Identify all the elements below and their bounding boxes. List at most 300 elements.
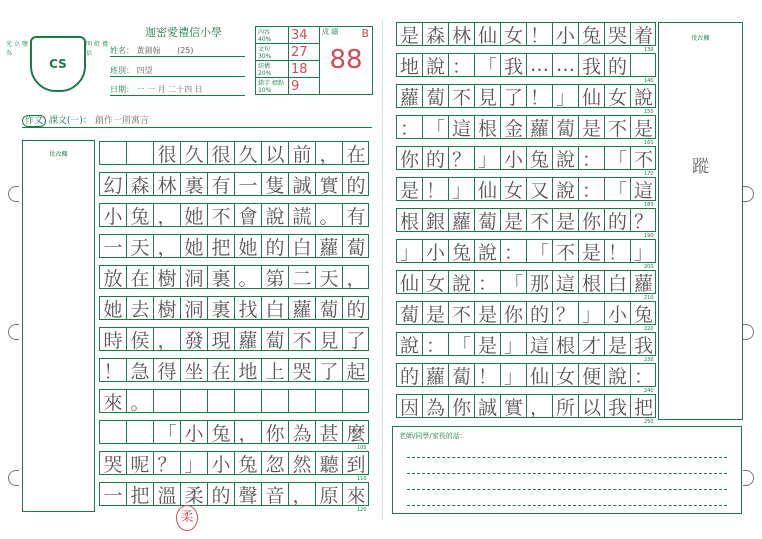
grade-mark: B <box>361 27 369 40</box>
grid-cell: 甚 <box>315 420 342 444</box>
grid-cell: 說 <box>396 332 422 356</box>
grid-cell: 我 <box>604 394 630 418</box>
school-motto-left: 光 立 鹽 為 <box>6 41 28 57</box>
grid-cell: 的 <box>342 296 369 320</box>
grid-cell: 有 <box>342 203 369 227</box>
grid-cell: 會 <box>234 203 261 227</box>
grid-cell: 現 <box>207 327 234 351</box>
grid-cell: ？ <box>448 146 474 170</box>
grid-cell: ， <box>153 203 180 227</box>
grid-cell: 不 <box>630 146 656 170</box>
grid-cell: 兔 <box>578 22 604 46</box>
row-count: 210 <box>644 295 654 301</box>
grid-cell: 溫 <box>153 482 180 506</box>
grid-cell: 麼 <box>342 420 369 444</box>
grid-cell: 小 <box>552 22 578 46</box>
grid-cell: 樹 <box>153 265 180 289</box>
row-count: 110 <box>357 476 367 482</box>
grid-cell: 說 <box>474 239 500 263</box>
grid-cell: 」 <box>474 146 500 170</box>
grid-cell: 裏 <box>207 296 234 320</box>
date-value: 一 一 月 二十四 日 <box>136 85 203 94</box>
grid-cell: 說 <box>422 53 448 77</box>
grid-cell: 仙 <box>396 270 422 294</box>
grid-cell: 是 <box>474 332 500 356</box>
grid-cell: 蔔 <box>261 327 288 351</box>
grid-cell: 天 <box>126 234 153 258</box>
row-count: 170 <box>644 171 654 177</box>
grid-cell: 因 <box>396 394 422 418</box>
grid-cell: ！ <box>99 358 126 382</box>
grid-cell: 上 <box>261 358 288 382</box>
grid-cell <box>126 420 153 444</box>
grid-cell <box>315 389 342 413</box>
row-count: 130 <box>644 47 654 53</box>
grid-cell: 白 <box>604 270 630 294</box>
grid-cell: 林 <box>153 172 180 196</box>
grid-cell: 白 <box>288 234 315 258</box>
grid-cell: 仙 <box>526 363 552 387</box>
grid-cell: 一 <box>234 172 261 196</box>
assignment-type: 作文 <box>22 115 46 127</box>
grid-cell: 「 <box>422 115 448 139</box>
grid-cell: 這 <box>630 177 656 201</box>
student-number: (25) <box>177 46 194 55</box>
row-count: 160 <box>644 140 654 146</box>
grid-cell: 一 <box>99 482 126 506</box>
grid-cell: 為 <box>422 394 448 418</box>
grid-cell: 的 <box>422 146 448 170</box>
grid-cell: 小 <box>99 203 126 227</box>
grid-cell: 起 <box>342 358 369 382</box>
grid-cell: 去 <box>126 296 153 320</box>
row-count: 190 <box>644 233 654 239</box>
assignment-topic: 創作一則寓言 <box>94 116 149 126</box>
grid-cell: 是 <box>500 208 526 232</box>
grid-cell: 很 <box>153 141 180 165</box>
score-value: 34 <box>289 27 320 44</box>
grid-cell: 聽 <box>315 451 342 475</box>
grid-cell: 森 <box>422 22 448 46</box>
grid-cell <box>180 389 207 413</box>
grid-cell: 蘿 <box>630 270 656 294</box>
grid-cell: 然 <box>288 451 315 475</box>
grid-cell: 前 <box>288 141 315 165</box>
grid-cell: 不 <box>604 115 630 139</box>
grid-cell: ？ <box>153 451 180 475</box>
grid-cell: 她 <box>180 234 207 258</box>
grid-cell: 」 <box>396 239 422 263</box>
grid-cell: 發 <box>180 327 207 351</box>
row-count: 180 <box>644 202 654 208</box>
grid-cell: 根 <box>474 115 500 139</box>
grid-cell: 蔔 <box>552 115 578 139</box>
grid-cell: 兔 <box>448 239 474 263</box>
grid-cell: 「 <box>474 53 500 77</box>
score-value: 18 <box>289 61 320 78</box>
grid-cell: 了 <box>315 358 342 382</box>
grid-cell: 不 <box>552 239 578 263</box>
grid-cell: 的 <box>261 234 288 258</box>
grid-cell: 小 <box>422 239 448 263</box>
grid-cell: 是 <box>578 115 604 139</box>
sheet-divider <box>382 20 383 520</box>
grid-cell: 」 <box>500 363 526 387</box>
grid-cell: 地 <box>396 53 422 77</box>
grid-cell: 根 <box>396 208 422 232</box>
score-label: 文句 30% <box>256 44 289 61</box>
comment-label: 老師/同學/家長的話： <box>399 432 467 440</box>
grid-cell: 我 <box>500 53 526 77</box>
grid-cell: 找 <box>234 296 261 320</box>
grid-cell: 是 <box>474 301 500 325</box>
grid-cell: 林 <box>448 22 474 46</box>
grid-cell: 兔 <box>207 420 234 444</box>
grid-cell: 女 <box>500 22 526 46</box>
grid-cell: 侯 <box>126 327 153 351</box>
grid-cell: 」 <box>500 332 526 356</box>
grid-cell <box>153 389 180 413</box>
correction-mark: 柔 <box>176 505 198 531</box>
total-score: 88 <box>329 45 363 75</box>
grid-cell <box>126 141 153 165</box>
grid-cell: 洞 <box>180 296 207 320</box>
grid-cell: 。 <box>126 389 153 413</box>
grid-cell: 得 <box>153 358 180 382</box>
grid-cell: 女 <box>552 363 578 387</box>
class-label: 班別： <box>110 66 134 75</box>
grid-cell: 忽 <box>261 451 288 475</box>
grid-cell: 坐 <box>180 358 207 382</box>
grid-cell: 她 <box>180 203 207 227</box>
grid-cell: 天 <box>315 265 342 289</box>
grid-cell: 「 <box>500 270 526 294</box>
grid-cell: ： <box>630 363 656 387</box>
grid-cell: 裏 <box>180 172 207 196</box>
school-name: 迦密愛禮信小學 <box>145 26 222 39</box>
grid-cell: 小 <box>604 301 630 325</box>
grid-cell: 不 <box>448 84 474 108</box>
grid-cell: 聲 <box>234 482 261 506</box>
grid-cell: 實 <box>500 394 526 418</box>
grid-cell: 裏 <box>207 265 234 289</box>
school-motto-right: 明 燈 禮 信 <box>86 41 108 57</box>
grid-cell: ： <box>474 270 500 294</box>
grid-cell: 「 <box>448 332 474 356</box>
grid-cell: 音 <box>261 482 288 506</box>
score-label: 錯字 標點 10% <box>256 78 289 95</box>
grid-cell: 來 <box>342 482 369 506</box>
grid-cell: ： <box>448 53 474 77</box>
name-value: 黃錦翰 <box>136 46 161 55</box>
grid-cell: 」 <box>448 177 474 201</box>
grid-cell: ？ <box>552 301 578 325</box>
grid-cell: 」 <box>630 239 656 263</box>
grid-cell: 哭 <box>99 451 126 475</box>
total-cell: 成 績 B 88 <box>320 27 373 95</box>
grid-cell <box>342 389 369 413</box>
grid-cell: 在 <box>126 265 153 289</box>
grid-cell: ！ <box>604 239 630 263</box>
grid-cell: 是 <box>396 177 422 201</box>
grid-cell: 很 <box>207 141 234 165</box>
grid-cell: 蘿 <box>315 234 342 258</box>
grid-cell: 的 <box>526 301 552 325</box>
grid-cell: 來 <box>99 389 126 413</box>
grid-cell: 所 <box>552 394 578 418</box>
grid-cell: ： <box>396 115 422 139</box>
margin-note: 蹤 <box>692 157 709 177</box>
comment-line <box>407 457 727 458</box>
row-count: 220 <box>644 326 654 332</box>
grid-cell: 蔔 <box>422 84 448 108</box>
grid-cell: 說 <box>630 84 656 108</box>
grid-cell: 哭 <box>604 22 630 46</box>
name-row <box>110 45 245 57</box>
grid-cell: 把 <box>630 394 656 418</box>
grid-cell: 見 <box>315 327 342 351</box>
grid-cell: 說 <box>552 146 578 170</box>
grid-cell: 的 <box>207 482 234 506</box>
grid-cell: 不 <box>207 203 234 227</box>
grid-cell: ， <box>288 482 315 506</box>
grid-cell: 仙 <box>474 22 500 46</box>
class-value: 四望 <box>136 66 153 75</box>
grid-cell: 蔔 <box>396 301 422 325</box>
grid-cell: ！ <box>526 22 552 46</box>
grid-cell: 不 <box>526 208 552 232</box>
binder-hole <box>743 324 754 340</box>
grid-cell: 這 <box>552 270 578 294</box>
grid-cell <box>288 389 315 413</box>
grid-cell: 兔 <box>630 301 656 325</box>
grid-cell: 「 <box>604 177 630 201</box>
grid-cell: 」 <box>180 451 207 475</box>
grid-cell: ？ <box>630 208 656 232</box>
grid-cell: 一 <box>99 234 126 258</box>
grid-cell: 的 <box>604 53 630 77</box>
grid-cell: 是 <box>578 239 604 263</box>
grid-cell: ！ <box>474 363 500 387</box>
grid-cell: ， <box>234 420 261 444</box>
grid-cell: 我 <box>578 53 604 77</box>
grid-cell: 「 <box>153 420 180 444</box>
left-margin-label: 批改欄 <box>49 151 68 158</box>
grid-cell: 女 <box>500 177 526 201</box>
grid-cell: 是 <box>552 208 578 232</box>
grid-cell: 女 <box>604 84 630 108</box>
grid-cell: 說 <box>604 363 630 387</box>
grid-cell: 白 <box>261 296 288 320</box>
grid-cell: 久 <box>234 141 261 165</box>
grid-cell: 根 <box>552 332 578 356</box>
row-count: 150 <box>644 109 654 115</box>
grid-cell: 第 <box>261 265 288 289</box>
grid-cell: 你 <box>448 394 474 418</box>
row-count: 230 <box>644 357 654 363</box>
grid-cell: 是 <box>396 22 422 46</box>
grid-cell: ： <box>500 239 526 263</box>
grid-cell: 誠 <box>474 394 500 418</box>
grid-cell: ： <box>578 146 604 170</box>
grid-cell: 女 <box>422 270 448 294</box>
grid-cell: 在 <box>342 141 369 165</box>
grid-cell: 。 <box>234 265 261 289</box>
grid-cell: 以 <box>578 394 604 418</box>
grid-cell: 說 <box>448 270 474 294</box>
grid-cell: 蘿 <box>396 84 422 108</box>
grid-cell: 蘿 <box>234 327 261 351</box>
grid-cell: 這 <box>526 332 552 356</box>
binder-hole <box>8 186 19 202</box>
binder-hole <box>8 470 19 486</box>
grid-cell: 見 <box>474 84 500 108</box>
grid-cell <box>99 420 126 444</box>
grid-cell: 不 <box>288 327 315 351</box>
comment-line <box>407 489 727 490</box>
grid-cell: 是 <box>604 332 630 356</box>
row-count: 140 <box>644 78 654 84</box>
grid-cell: 。 <box>315 203 342 227</box>
binder-hole <box>743 186 754 202</box>
grid-cell: ： <box>422 332 448 356</box>
grid-cell: 你 <box>261 420 288 444</box>
grid-cell: 你 <box>500 301 526 325</box>
grid-cell <box>261 389 288 413</box>
grid-cell: 仙 <box>578 84 604 108</box>
grid-cell: 實 <box>315 172 342 196</box>
grid-cell: 時 <box>99 327 126 351</box>
grid-cell: 誠 <box>288 172 315 196</box>
grid-cell: ！ <box>422 177 448 201</box>
grid-cell: 以 <box>261 141 288 165</box>
grid-cell: ， <box>153 234 180 258</box>
grid-cell: ， <box>315 141 342 165</box>
grid-cell: 了 <box>342 327 369 351</box>
grid-cell: 兔 <box>234 451 261 475</box>
binder-hole <box>743 470 754 486</box>
grid-cell: 仙 <box>474 177 500 201</box>
grid-cell: 小 <box>500 146 526 170</box>
grid-cell: 呢 <box>126 451 153 475</box>
grid-cell: 蘿 <box>526 115 552 139</box>
grid-cell: 銀 <box>422 208 448 232</box>
grid-cell: ！ <box>526 84 552 108</box>
grid-cell: 二 <box>288 265 315 289</box>
grid-cell: 「 <box>526 239 552 263</box>
assignment-practice: 課文(一) <box>48 116 83 126</box>
grid-cell: 為 <box>288 420 315 444</box>
grid-cell <box>99 141 126 165</box>
grid-cell: 的 <box>342 172 369 196</box>
grid-cell: 樹 <box>153 296 180 320</box>
grid-cell: 金 <box>500 115 526 139</box>
grid-cell: 蘿 <box>288 296 315 320</box>
right-margin-label: 批改欄 <box>691 35 710 42</box>
grid-cell: 是 <box>422 301 448 325</box>
grid-cell: 她 <box>234 234 261 258</box>
grid-cell: 小 <box>180 420 207 444</box>
grid-cell: 小 <box>207 451 234 475</box>
grid-cell: 久 <box>180 141 207 165</box>
grid-cell: 蔔 <box>315 296 342 320</box>
grid-cell: 蔔 <box>342 234 369 258</box>
grid-cell: 又 <box>526 177 552 201</box>
grid-cell: 說 <box>552 177 578 201</box>
grid-cell: 我 <box>630 332 656 356</box>
grid-cell: 」 <box>578 301 604 325</box>
grid-cell: 謊 <box>288 203 315 227</box>
grid-cell: 」 <box>552 84 578 108</box>
grid-cell: 急 <box>126 358 153 382</box>
left-margin-column <box>22 140 95 512</box>
date-row <box>110 84 245 96</box>
grid-cell: 地 <box>234 358 261 382</box>
row-count: 100 <box>357 445 367 451</box>
grid-cell: 哭 <box>288 358 315 382</box>
date-label: 日期： <box>110 85 134 94</box>
grid-cell: 的 <box>396 363 422 387</box>
grid-cell: 兔 <box>526 146 552 170</box>
grid-cell: 「 <box>604 146 630 170</box>
grid-cell: 幻 <box>99 172 126 196</box>
grid-cell: 洞 <box>180 265 207 289</box>
grid-cell <box>630 53 656 77</box>
comment-box <box>392 426 742 514</box>
comment-line <box>407 473 727 474</box>
grid-cell: 森 <box>126 172 153 196</box>
score-label: 內容 40% <box>256 27 289 44</box>
grid-cell: 這 <box>448 115 474 139</box>
grid-cell: 原 <box>315 482 342 506</box>
row-count: 240 <box>644 388 654 394</box>
score-table <box>255 26 373 95</box>
name-label: 姓名： <box>110 46 134 55</box>
grid-cell: 柔 <box>180 482 207 506</box>
grid-cell: 不 <box>448 301 474 325</box>
school-logo: CS <box>30 36 86 92</box>
grid-cell: 才 <box>578 332 604 356</box>
grid-cell: 蘿 <box>422 363 448 387</box>
grid-cell: ， <box>153 327 180 351</box>
score-value: 27 <box>289 44 320 61</box>
grid-cell: 蔔 <box>448 363 474 387</box>
grid-cell: 隻 <box>261 172 288 196</box>
grid-cell: 根 <box>578 270 604 294</box>
grid-cell: 是 <box>630 115 656 139</box>
right-margin-column <box>658 22 743 420</box>
grid-cell: ， <box>342 265 369 289</box>
grid-cell: 了 <box>500 84 526 108</box>
grid-cell: 那 <box>526 270 552 294</box>
grid-cell: 你 <box>396 146 422 170</box>
grid-cell: 你 <box>578 208 604 232</box>
grid-cell: ： <box>578 177 604 201</box>
row-count: 120 <box>357 507 367 513</box>
grid-cell: … <box>552 53 578 77</box>
grid-cell <box>234 389 261 413</box>
grid-cell: 她 <box>99 296 126 320</box>
grid-cell: 兔 <box>126 203 153 227</box>
binder-hole <box>8 324 19 340</box>
grid-cell: 放 <box>99 265 126 289</box>
grid-cell: 的 <box>604 208 630 232</box>
row-count: 250 <box>644 419 654 425</box>
grid-cell: ， <box>526 394 552 418</box>
score-value: 9 <box>289 78 320 95</box>
grid-cell: 說 <box>261 203 288 227</box>
grid-cell: 便 <box>578 363 604 387</box>
